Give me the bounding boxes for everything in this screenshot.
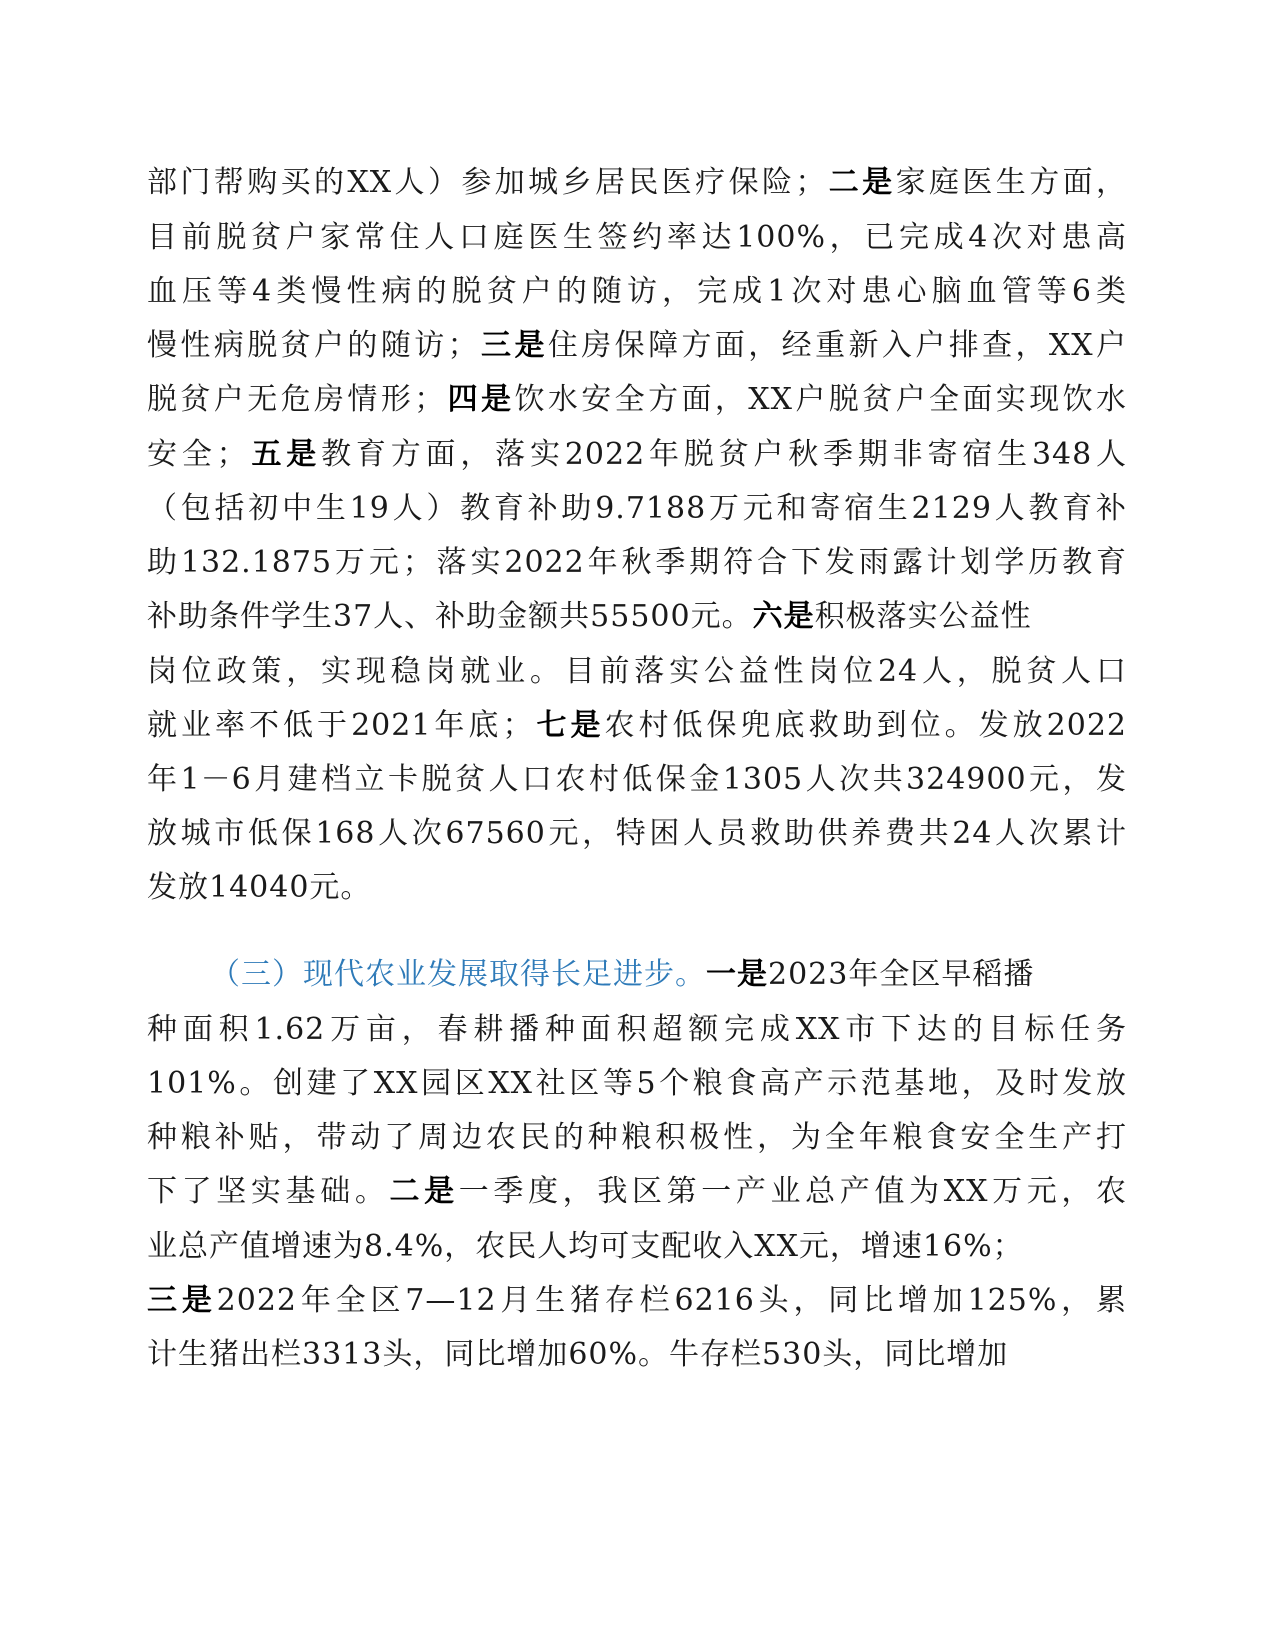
text-run: 血压等4类慢性病的脱贫户的随访，完成1次对患心脑血管等6类 [147,274,1127,309]
text-line [147,218,1127,258]
text-run: 一季度，我区第一产业总产值为XX万元，农 [458,1174,1127,1209]
bold-lead-phrase: 六是 [752,599,815,634]
text-run: 教育方面，落实2022年脱贫户秋季期非寄宿生348人 [321,437,1127,472]
text-line [147,435,1127,475]
text-line [147,1172,1127,1212]
text-run: 部门帮购买的XX人）参加城乡居民医疗保险； [147,165,827,200]
text-run: 2022年全区7—12月生猪存栏6216头，同比增加125%，累 [216,1283,1127,1318]
text-line [147,868,1127,908]
text-run: 种粮补贴，带动了周边农民的种粮积极性，为全年粮食安全生产打 [147,1120,1127,1155]
text-run: 下了坚实基础。 [147,1174,390,1209]
text-line [147,326,1127,366]
bold-lead-phrase: 三是 [478,328,548,363]
bold-lead-phrase: 一是 [706,957,768,992]
text-line [147,597,1127,637]
text-line [147,1281,1127,1321]
text-line [147,814,1127,854]
text-line [147,1227,1127,1267]
text-line [147,652,1127,692]
text-run: 目前脱贫户家常住人口庭医生签约率达100%，已完成4次对患高 [147,220,1127,255]
text-line [147,163,1127,203]
text-line [147,1335,1127,1375]
text-line [210,955,1127,995]
text-line [147,489,1127,529]
text-run: 饮水安全方面，XX户脱贫户全面实现饮水 [514,382,1127,417]
text-run: 2023年全区早稻播 [768,957,1035,992]
text-run: （包括初中生19人）教育补助9.7188万元和寄宿生2129人教育补 [147,491,1127,526]
text-line [147,760,1127,800]
text-run: 慢性病脱贫户的随访； [147,328,479,363]
text-line [147,380,1127,420]
text-run: 助132.1875万元；落实2022年秋季期符合下发雨露计划学历教育 [147,545,1127,580]
text-run: 年1－6月建档立卡脱贫人口农村低保金1305人次共324900元，发 [147,762,1127,797]
text-run: 种面积1.62万亩，春耕播种面积超额完成XX市下达的目标任务 [147,1012,1127,1047]
text-line [147,706,1127,746]
text-run: 发放14040元。 [147,870,372,905]
bold-lead-phrase: 七是 [533,708,605,743]
text-line [147,1118,1127,1158]
text-line [147,543,1127,583]
text-run: 放城市低保168人次67560元，特困人员救助供养费共24人次累计 [147,816,1127,851]
text-run: 101%。创建了XX园区XX社区等5个粮食高产示范基地，及时发放 [147,1066,1127,1101]
text-run: 住房保障方面，经重新入户排查，XX户 [547,328,1127,363]
text-run: 脱贫户无危房情形； [147,382,446,417]
text-run: 岗位政策，实现稳岗就业。目前落实公益性岗位24人，脱贫人口 [147,654,1127,689]
text-run: 安全； [147,437,248,472]
bold-lead-phrase: 三是 [147,1283,217,1318]
bold-lead-phrase: 五是 [247,437,322,472]
text-line [147,1010,1127,1050]
text-run: 家庭医生方面， [895,165,1127,200]
text-run: 农村低保兜底救助到位。发放2022 [604,708,1127,743]
section-heading: （三）现代农业发展取得长足进步。 [210,957,706,992]
bold-lead-phrase: 二是 [826,165,896,200]
text-run: 业总产值增速为8.4%，农民人均可支配收入XX元，增速16%； [147,1229,1024,1264]
text-line [147,272,1127,312]
text-run: 计生猪出栏3313头，同比增加60%。牛存栏530头，同比增加 [147,1337,1009,1372]
text-line [147,1064,1127,1104]
bold-lead-phrase: 四是 [445,382,515,417]
text-run: 积极落实公益性 [814,599,1032,634]
text-run: 就业率不低于2021年底； [147,708,534,743]
text-run: 补助条件学生37人、补助金额共55500元。 [147,599,753,634]
bold-lead-phrase: 二是 [389,1174,459,1209]
